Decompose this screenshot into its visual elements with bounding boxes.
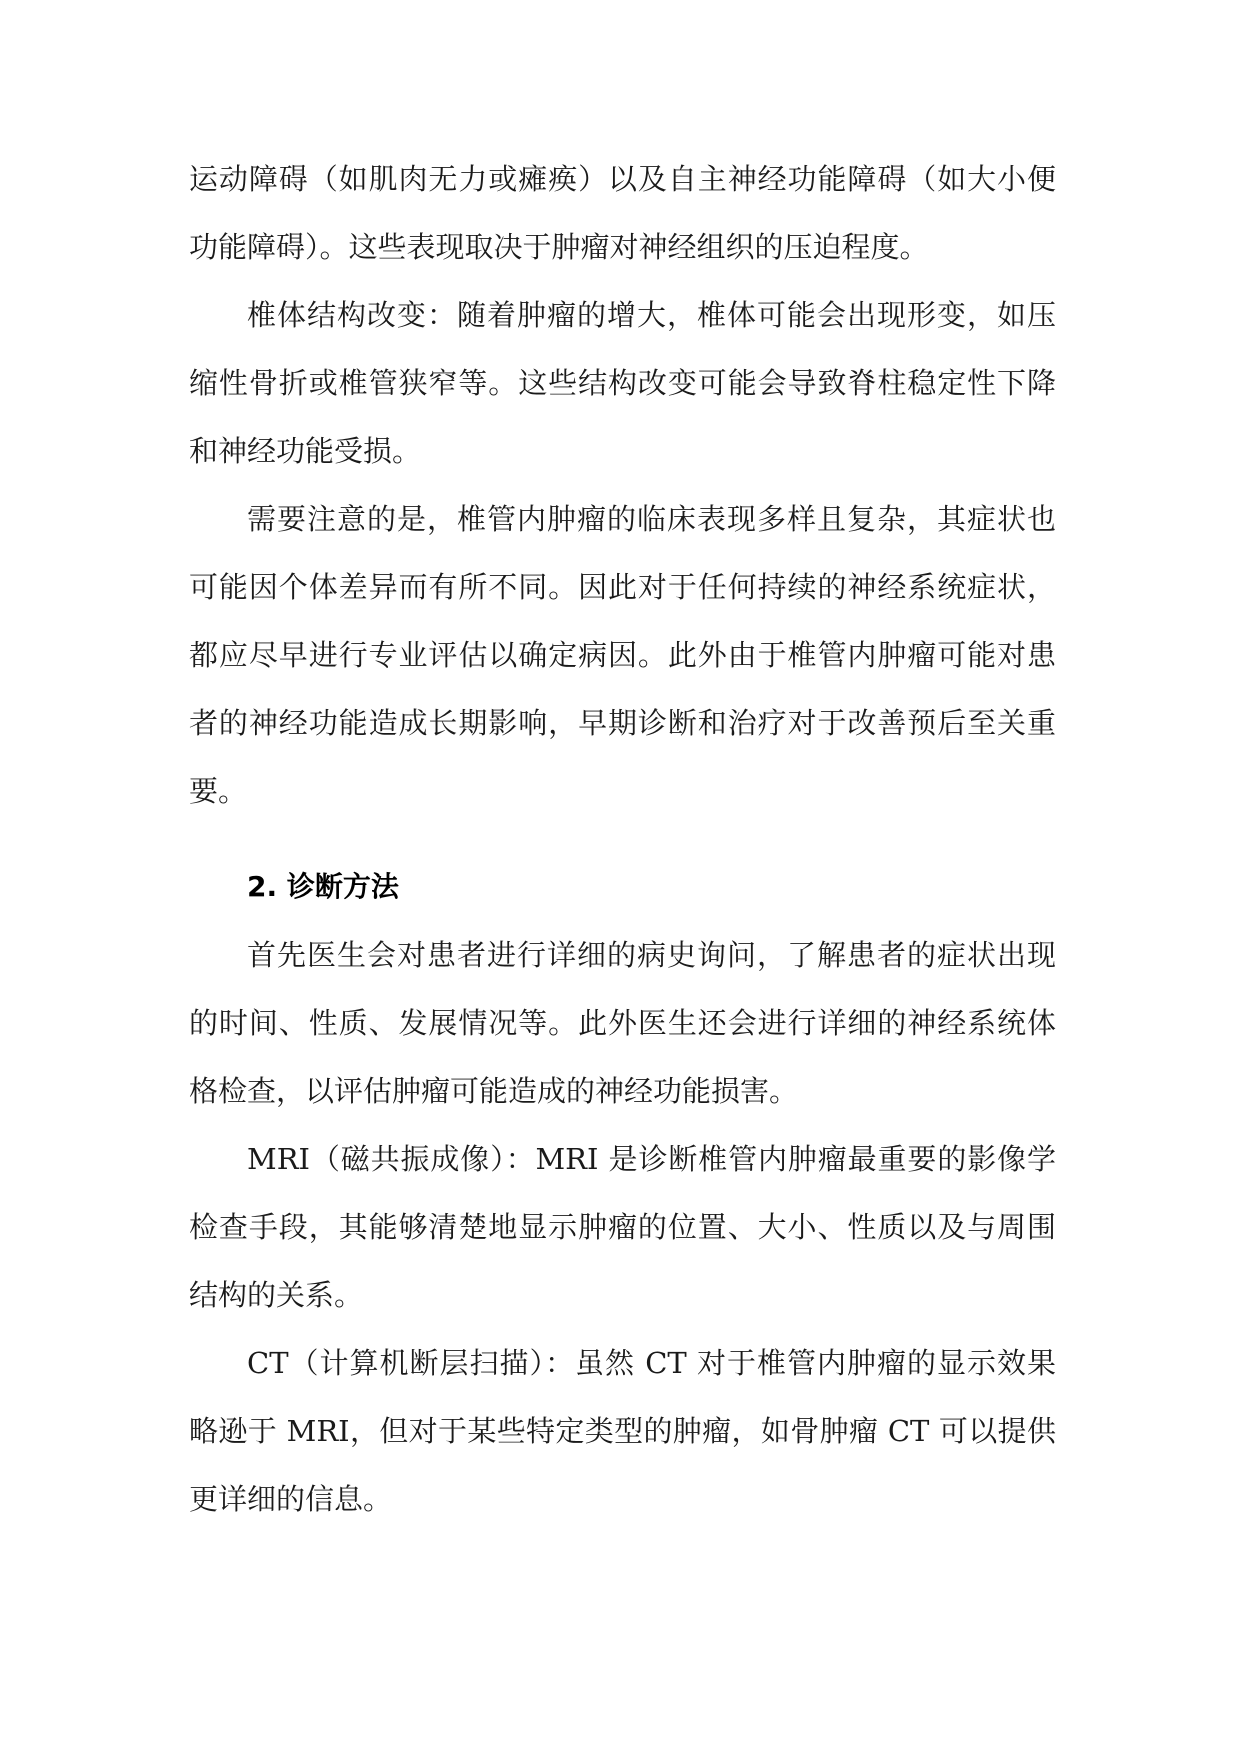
section-spacer: [189, 825, 1056, 853]
document-body: [189, 145, 1056, 1533]
paragraph-clinical-note: 需要注意的是，椎管内肿瘤的临床表现多样且复杂，其症状也可能因个体差异而有所不同。因此对于任何持续的神经系统症状，都应尽早进行专业评估以确定病因。此外由于椎管内肿瘤可能对患者的神经功能造成长期影响，早期诊断和治疗对于改善预后至关重要。: [189, 502, 1056, 808]
paragraph-history-exam: 首先医生会对患者进行详细的病史询问，了解患者的症状出现的时间、性质、发展情况等。此外医生还会进行详细的神经系统体格检查，以评估肿瘤可能造成的神经功能损害。: [189, 938, 1056, 1108]
paragraph-ct: CT（计算机断层扫描）：虽然 CT 对于椎管内肿瘤的显示效果略逊于 MRI，但对于某些特定类型的肿瘤，如骨肿瘤 CT 可以提供更详细的信息。: [189, 1346, 1056, 1516]
section-heading-diagnosis: 2. 诊断方法: [247, 870, 399, 903]
paragraph-continued-motor-autonomic: 运动障碍（如肌肉无力或瘫痪）以及自主神经功能障碍（如大小便功能障碍）。这些表现取决于肿瘤对神经组织的压迫程度。: [189, 162, 1056, 264]
paragraph-mri: MRI（磁共振成像）：MRI 是诊断椎管内肿瘤最重要的影像学检查手段，其能够清楚地显示肿瘤的位置、大小、性质以及与周围结构的关系。: [189, 1142, 1056, 1312]
paragraph-vertebral-structure: 椎体结构改变：随着肿瘤的增大，椎体可能会出现形变，如压缩性骨折或椎管狭窄等。这些结构改变可能会导致脊柱稳定性下降和神经功能受损。: [189, 298, 1056, 468]
